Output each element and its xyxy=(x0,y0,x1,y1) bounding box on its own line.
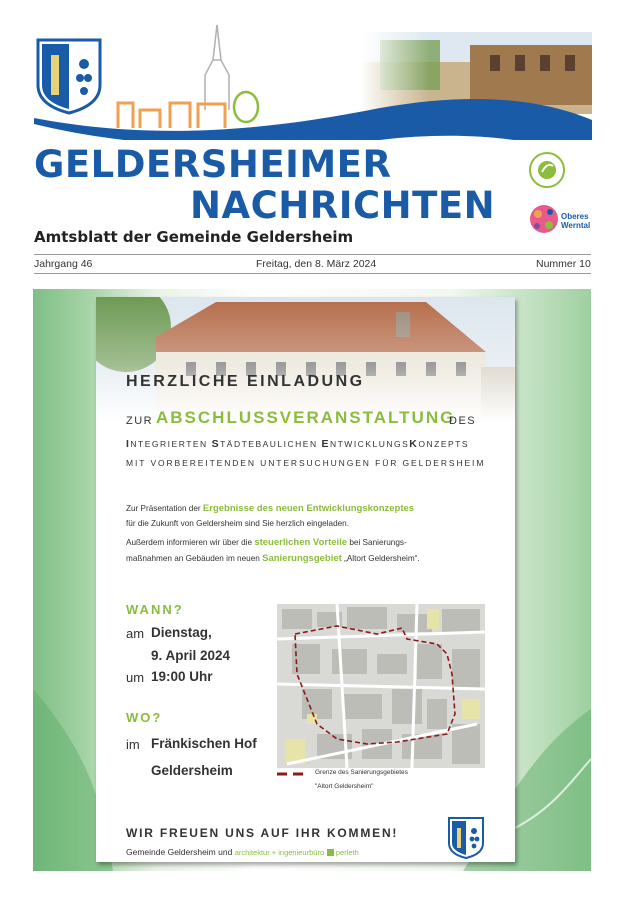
para2-highlight-2: Sanierungsgebiet xyxy=(262,553,342,564)
perleth-logo-icon xyxy=(327,849,334,856)
newspaper-title-line2: NACHRICHTEN xyxy=(190,184,496,227)
concept-initial-i: I xyxy=(126,438,131,450)
town-hall-photo xyxy=(96,297,515,422)
poster-event-name: ABSCHLUSSVERANSTALTUNG xyxy=(156,408,456,427)
event-town: Geldersheim xyxy=(151,763,233,778)
concept-initial-s: S xyxy=(211,438,221,450)
closing-line: WIR FREUEN UNS AUF IHR KOMMEN! xyxy=(126,826,399,840)
footer-architect-name: perleth xyxy=(335,848,359,857)
when-label: WANN? xyxy=(126,602,184,617)
para1-text-a: Zur Präsentation der xyxy=(126,504,201,513)
event-date: 9. April 2024 xyxy=(151,648,231,663)
when-am: am xyxy=(126,626,145,641)
where-label: WO? xyxy=(126,710,163,725)
event-weekday: Dienstag, xyxy=(151,625,212,640)
map-legend-dash-icon xyxy=(277,771,309,777)
tree-outline xyxy=(234,92,258,122)
issue-date: Freitag, den 8. März 2024 xyxy=(256,258,377,270)
concept-initial-e: E xyxy=(321,438,330,450)
poster-line-zur: ZUR xyxy=(126,415,154,427)
church-outline xyxy=(205,25,229,110)
newspaper-title-line1: GELDERSHEIMER xyxy=(34,143,392,186)
invitation-poster xyxy=(96,297,515,862)
map-legend-line1: Grenze des Sanierungsgebietes xyxy=(315,769,408,776)
para2-text-d: „Altort Geldersheim“. xyxy=(344,554,420,563)
issue-number: Nummer 10 xyxy=(536,258,591,270)
paragraph-2-line1 xyxy=(126,537,407,548)
masthead-graphic xyxy=(0,0,625,140)
oberes-werntal-logo-icon xyxy=(527,197,561,241)
when-um: um xyxy=(126,670,145,685)
concept-word-4: ONZEPTS xyxy=(418,439,470,449)
concept-initial-k: K xyxy=(409,438,419,450)
event-venue: Fränkischen Hof xyxy=(151,736,257,751)
poster-headline: HERZLICHE EINLADUNG xyxy=(126,373,365,390)
poster-concept-line2: MIT VORBEREITENDEN UNTERSUCHUNGEN FÜR GELDERSHEIM xyxy=(126,458,486,468)
para1-highlight: Ergebnisse des neuen Entwicklungskonzeptes xyxy=(202,503,415,514)
paragraph-1-line2: für die Zukunft von Geldersheim sind Sie herzlich eingeladen. xyxy=(126,519,350,528)
paragraph-1-line1 xyxy=(126,503,414,514)
paragraph-2-line2 xyxy=(126,553,420,564)
footer-municipality: Gemeinde Geldersheim und xyxy=(126,847,233,857)
map-legend-line2: "Altort Geldersheim" xyxy=(315,783,374,790)
para2-text-a: Außerdem informieren wir über die xyxy=(126,538,253,547)
masthead xyxy=(0,0,625,290)
poster-concept-line xyxy=(126,438,469,450)
poster-line-des: DES xyxy=(449,415,477,427)
para2-text-b: bei Sanierungs- xyxy=(349,538,407,547)
poster-footer xyxy=(126,847,359,857)
header-rule-bottom xyxy=(34,273,591,274)
footer-architect-label: architektur + ingenieurbüro xyxy=(234,848,325,857)
concept-word-2: TÄDTEBAULICHEN xyxy=(220,439,322,449)
where-im: im xyxy=(126,737,140,752)
sustainability-badge-icon xyxy=(527,150,567,190)
para2-text-c: maßnahmen an Gebäuden im neuen xyxy=(126,554,260,563)
coat-of-arms-logo xyxy=(38,40,100,113)
town-skyline xyxy=(118,103,225,128)
concept-word-1: NTEGRIERTEN xyxy=(130,439,212,449)
header-rule-top xyxy=(34,254,591,255)
volume-label: Jahrgang 46 xyxy=(34,258,93,270)
poster-coat-of-arms-logo xyxy=(446,815,486,860)
concept-word-3: NTWICKLUNGS xyxy=(329,439,410,449)
para2-highlight: steuerlichen Vorteile xyxy=(254,537,348,548)
subtitle: Amtsblatt der Gemeinde Geldersheim xyxy=(34,228,354,246)
redevelopment-area-map xyxy=(277,604,485,768)
event-time: 19:00 Uhr xyxy=(151,669,213,684)
oberes-werntal-label: Oberes Werntal xyxy=(561,212,591,230)
